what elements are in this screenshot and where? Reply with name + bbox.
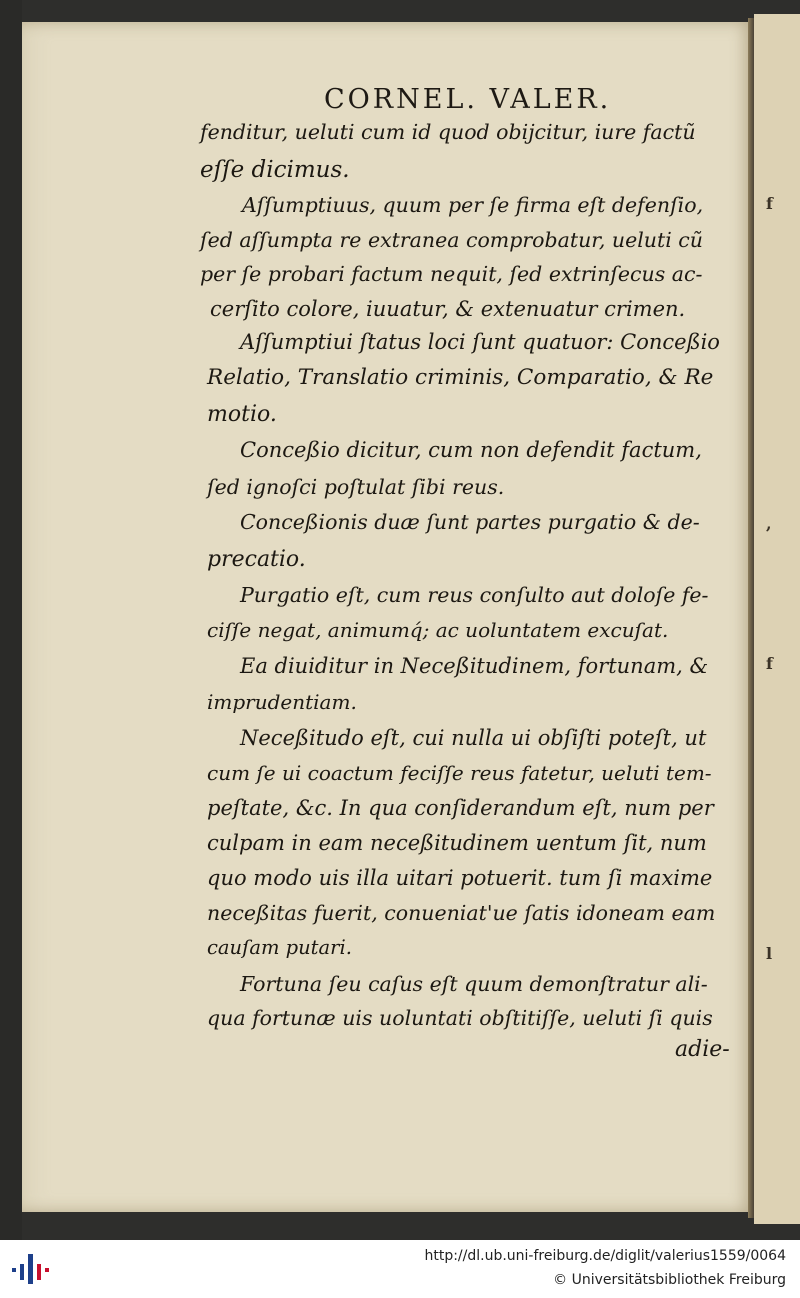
text-line: Conceßionis duæ ſunt partes purgatio & de- — [240, 510, 700, 534]
margin-mark: l — [766, 944, 773, 963]
text-line: ciſſe negat, animumq́; ac uoluntatem excuſat. — [207, 618, 669, 642]
text-line: ſed aſſumpta re extranea comprobatur, ueluti cũ — [200, 228, 703, 252]
source-url[interactable]: http://dl.ub.uni-freiburg.de/diglit/valerius1559/0064 — [424, 1248, 786, 1264]
text-line: Aſſumptiui ſtatus loci ſunt quatuor: Conceßio — [240, 330, 720, 354]
copyright-notice: © Universitätsbibliothek Freiburg — [553, 1272, 786, 1288]
text-line: imprudentiam. — [207, 690, 357, 714]
text-line: cerſito colore, iuuatur, & extenuatur crimen. — [210, 297, 686, 321]
running-head: CORNEL. VALER. — [324, 84, 612, 115]
text-line: Conceßio dicitur, cum non defendit factum, — [240, 438, 702, 462]
text-line: peſtate, &c. In qua conſiderandum eſt, num per — [207, 796, 714, 820]
margin-mark: f — [766, 654, 773, 673]
text-line: Purgatio eſt, cum reus conſulto aut doloſe fe- — [240, 583, 709, 607]
text-line: neceßitas fuerit, conueniat'ue ſatis idoneam eam — [207, 901, 716, 925]
text-line: Relatio, Translatio criminis, Comparatio, & Re — [207, 365, 714, 390]
text-line: motio. — [207, 402, 277, 427]
margin-mark: f — [766, 194, 773, 213]
text-line: cum ſe ui coactum feciſſe reus fatetur, ueluti tem- — [207, 761, 712, 785]
text-line: fenditur, ueluti cum id quod obijcitur, iure factũ — [200, 120, 696, 144]
text-line: per ſe probari factum nequit, ſed extrinſecus ac- — [200, 262, 703, 286]
margin-mark: , — [766, 514, 772, 533]
adjacent-page-edge — [754, 14, 800, 1224]
book-page — [22, 22, 752, 1212]
text-line: culpam in eam neceßitudinem uentum ſit, num — [207, 831, 707, 855]
text-line: Neceßitudo eſt, cui nulla ui obſiſti poteſt, ut — [240, 726, 707, 750]
library-logo-icon — [10, 1248, 52, 1290]
text-line: ſed ignoſci poſtulat ſibi reus. — [207, 475, 505, 499]
footer-bar — [0, 1240, 800, 1298]
text-line: cauſam putari. — [207, 936, 352, 959]
text-line: Ea diuiditur in Neceßitudinem, fortunam, & — [240, 654, 709, 678]
text-line: quo modo uis illa uitari potuerit. tum ſi maxime — [207, 866, 713, 890]
scan-background — [0, 0, 22, 1240]
catchword: adie- — [675, 1037, 730, 1062]
text-line: Fortuna ſeu caſus eſt quum demonſtratur ali- — [240, 972, 708, 996]
text-line: eſſe dicimus. — [200, 157, 350, 183]
text-line: precatio. — [207, 547, 306, 572]
text-line: Aſſumptiuus, quum per ſe firma eſt defenſio, — [242, 193, 704, 217]
text-line: qua fortunæ uis uoluntati obſtitiſſe, ueluti ſi quis — [207, 1006, 713, 1030]
